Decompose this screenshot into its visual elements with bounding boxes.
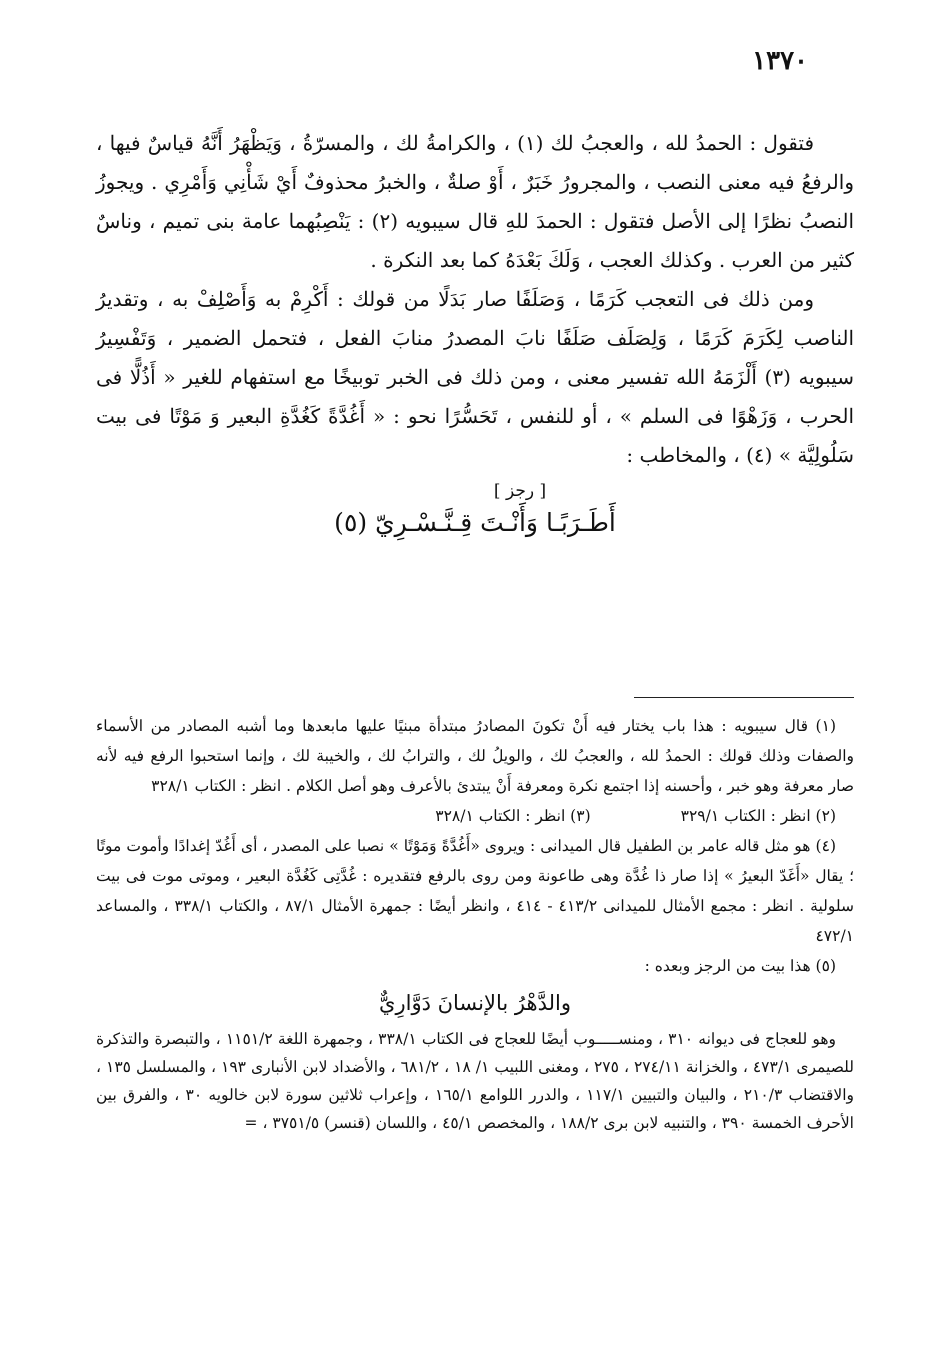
footnote-separator [634, 697, 854, 698]
footnote-2: (٢) انظر : الكتاب ٣٢٩/١ [680, 807, 836, 825]
footnotes [96, 711, 854, 1137]
footnote-row [96, 801, 854, 831]
verse-meter-label: [ رجز ] [493, 481, 547, 501]
footnote-5: (٥) هذا بيت من الرجز وبعده : [644, 957, 836, 975]
footnote-5-sources: وهو للعجاج فى ديوانه ٣١٠ ، ومنســـــوب أيضًا للعجاج فى الكتاب ٣٣٨/١ ، وجمهرة اللغة ١١٥١/٢ ، والتبصرة والتذكرة للصيمرى ٤٧٣/١ ، والخزانة ٢٧٤/١١ ، ٢٧٥ ، ومغنى اللبيب ١/ ١٨ ، ٦٨١/٢ ، والأضداد لابن الأنبارى ١٩٣ ، والمسلسل ١٣٥ ، والاقتضاب ٢١٠/٣ ، والبيان والتبيين ١١٧/١ ، والدرر اللوامع ١٦٥/١ ، وإعراب ثلاثين سورة لابن خالويه ٣٠ ، والفرق بين الأحرف الخمسة ٣٩٠ ، والتنبيه لابن برى ١٨٨/٢ ، والمخصص ٤٥/١ ، واللسان (قنسر) ٣٧٥١/٥ ، = [96, 1030, 855, 1132]
footnote-3: (٣) انظر : الكتاب ٣٢٨/١ [435, 807, 591, 825]
main-paragraph-1: فتقول : الحمدُ لله ، والعجبُ لك (١) ، والكرامةُ لك ، والمسرّةُ ، وَيَظْهَرُ أَنَّهُ قياسٌ فيها ، والرفعُ فيه معنى النصب ، والمجرورُ خَبَرٌ ، أَوْ صلةٌ ، والخبرُ محذوفٌ أَيْ شَأْنِي وَأَمْرِي . ويجوزُ النصبُ نظرًا إلى الأصل فتقول : الحمدَ للهِ قال سيبويه (٢) : يَنْصِبُهما عامة بنى تميم ، وناسٌ كثير من العرب . وكذلك العجب ، وَلَكَ بَعْدَهُ كما بعد النكرة . [96, 131, 855, 272]
main-text [96, 124, 854, 543]
main-paragraph-2: ومن ذلك فى التعجب كَرَمًا ، وَصَلَفًا صار بَدَلًا من قولك : أَكْرِمْ به وَأَصْلِفْ به ، وتقديرُ الناصب لِكَرَمَ كَرَمًا ، وَلِصَلَف صَلَفًا نابَ المصدرُ منابَ الفعل ، فتحمل الضمير ، وَتَفْسِيرُ سيبويه (٣) أَلْزَمَهُ الله تفسير معنى ، ومن ذلك فى الخبر توبيخًا مع استفهام للغير « أَذُلًّا فى الحرب ، وَزَهْوًا فى السلم » ، أو للنفس ، تَحَسُّرًا نحو : « أَغُدَّةً كَغُدَّةِ البعير وَ مَوْتًا فى بيت سَلُولِيَّة » (٤) ، والمخاطب : [96, 287, 854, 467]
footnote-5-verse: والدَّهْرُ بالإنسانَ دَوَّارِيٌّ [379, 991, 571, 1015]
poetry-verse: أَطَـرَبًـا وَأَنْـتَ قِـنَّـسْـرِيّ (٥) [334, 508, 616, 537]
footnote-4: (٤) هو مثل قاله عامر بن الطفيل قال الميدانى : ويروى «أَغُدَّةً وَمَوْتًا » نصبا على المصدر ، أى أَغُدّ إغدادًا وأموت موتًا ؛ يقال «أَغَدّ البعيرُ » إذا صار ذا غُدَّة وهى طاعونة ومن روى بالرفع فتقديره : غُدَّتِى كَغُدَّة البعير ، وموتى موت فى بيت سلولية . انظر : مجمع الأمثال للميدانى ٤١٣/٢ - ٤١٤ ، وانظر أيضًا : جمهرة الأمثال ٨٧/١ ، والكتاب ٣٣٨/١ ، والمساعد ٤٧٢/١ [96, 837, 854, 945]
page-number: ١٣٧٠ [752, 46, 808, 76]
footnote-1: (١) قال سيبويه : هذا باب يختار فيه أَنْ تكونَ المصادرُ مبتدأة مبنيًا عليها مابعدها وما أشبه المصادر من الأسماء والصفات وذلك قولك : الحمدُ لله ، والعجبُ لك ، والويلُ لك ، والترابُ لك ، والخيبة لك ، وإنما استحبوا الرفع فيه لأنه صار معرفة وهو خبر ، وأحسنه إذا اجتمع نكرة ومعرفة أَنْ يبتدئ بالأعرف وهو أصل الكلام . انظر : الكتاب ٣٢٨/١ [96, 717, 854, 795]
